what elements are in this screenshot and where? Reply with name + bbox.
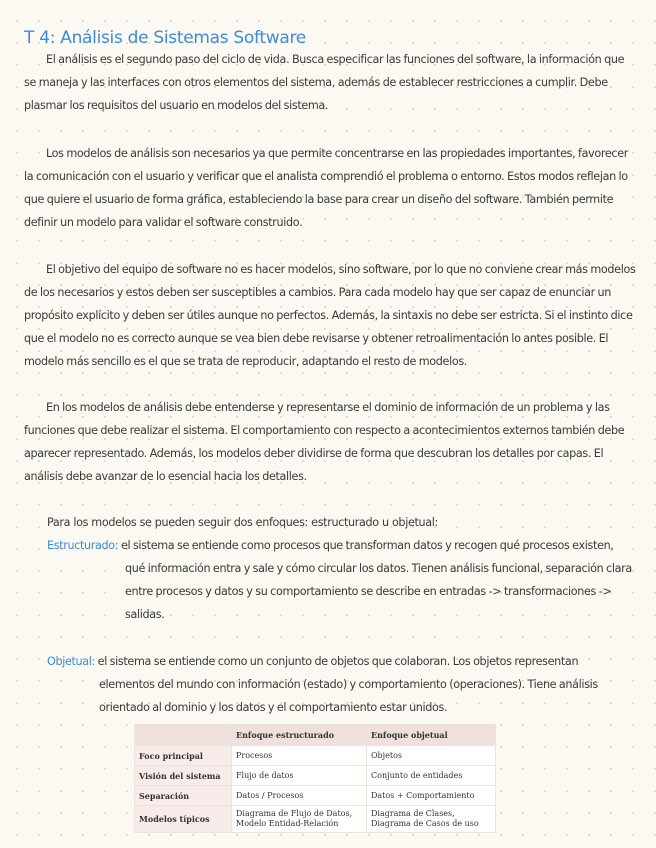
definition-text-object: el sistema se entiende como un conjunto de objetos que colaboran. Los objetos representan elementos del mundo con información (estado) y comportamiento (operaciones). Tiene análisis orientado al dominio y los datos y el comportamiento estar unidos.: [94, 655, 598, 714]
table-cell: Procesos: [232, 746, 367, 766]
table-cell: Conjunto de entidades: [367, 766, 496, 786]
table-cell: Diagrama de Flujo de Datos, Modelo Entidad-Relación: [232, 806, 367, 833]
page-title: T 4: Análisis de Sistemas Software: [24, 28, 306, 48]
definition-term-structured: Estructurado:: [47, 539, 119, 552]
table-row: [135, 766, 496, 786]
definition-term-object: Objetual:: [47, 655, 95, 668]
table-row-label: Visión del sistema: [135, 766, 232, 786]
paragraph-analysis-intro: El análisis es el segundo paso del ciclo de vida. Busca especificar las funciones del software, la información que se maneja y las interfaces con otros elementos del sistema, además de establecer restricciones a cumplir. Debe plasmar los requisitos del usuario en modelos del sistema.: [24, 53, 625, 112]
table-row-label: Modelos típicos: [135, 806, 232, 833]
table-header-cell: Enfoque objetual: [367, 725, 496, 746]
table-cell: Datos + Comportamiento: [367, 786, 496, 806]
table-row-label: Separación: [135, 786, 232, 806]
table-cell: Flujo de datos: [232, 766, 367, 786]
comparison-table: [134, 724, 496, 833]
paragraph-analysis-models: Los modelos de análisis son necesarios ya que permite concentrarse en las propiedades importantes, favorecer la comunicación con el usuario y verificar que el analista comprendió el problema o entorno. Estos modos reflejan lo que quiere el usuario de forma gráfica, estableciendo la base para crear un diseño del software. También permite definir un modelo para validar el software construido.: [24, 147, 628, 229]
definition-object: [47, 650, 633, 719]
table-header-row: [135, 725, 496, 746]
table-header-cell: [135, 725, 232, 746]
paragraph-team-objective: El objetivo del equipo de software no es hacer modelos, sino software, por lo que no conviene crear más modelos de los necesarios y estos deben ser susceptibles a cambios. Para cada modelo hay que ser capaz de enunciar un propósito explícito y deben ser útiles aunque no perfectos. Además, la sintaxis no debe ser estricta. Si el instinto dice que el modelo no es correcto aunque se vea bien debe revisarse y obtener retroalimentación lo antes posible. El modelo más sencillo es el que se trata de reproducir, adaptando el resto de modelos.: [24, 263, 636, 368]
definition-text-structured: el sistema se entiende como procesos que transforman datos y recogen qué procesos existen, qué información entra y sale y cómo circular los datos. Tienen análisis funcional, separación clara entre procesos y datos y su comportamiento se describe en entradas -> transformaciones -> salidas.: [118, 539, 632, 621]
table-cell: Datos / Procesos: [232, 786, 367, 806]
table-cell: Objetos: [367, 746, 496, 766]
table-cell: Diagrama de Clases, Diagrama de Casos de uso: [367, 806, 496, 833]
approaches-intro: Para los modelos se pueden seguir dos enfoques: estructurado u objetual:: [47, 516, 438, 529]
table-row: [135, 786, 496, 806]
table-row: [135, 806, 496, 833]
table-header-cell: Enfoque estructurado: [232, 725, 367, 746]
table-row: [135, 746, 496, 766]
table-row-label: Foco principal: [135, 746, 232, 766]
definition-structured: [47, 534, 633, 626]
paragraph-information-domain: En los modelos de análisis debe entenderse y representarse el dominio de información de un problema y las funciones que debe realizar el sistema. El comportamiento con respecto a acontecimientos externos también debe aparecer representado. Además, los modelos deber dividirse de forma que descubran los detalles por capas. El análisis debe avanzar de lo esencial hacia los detalles.: [24, 401, 625, 483]
